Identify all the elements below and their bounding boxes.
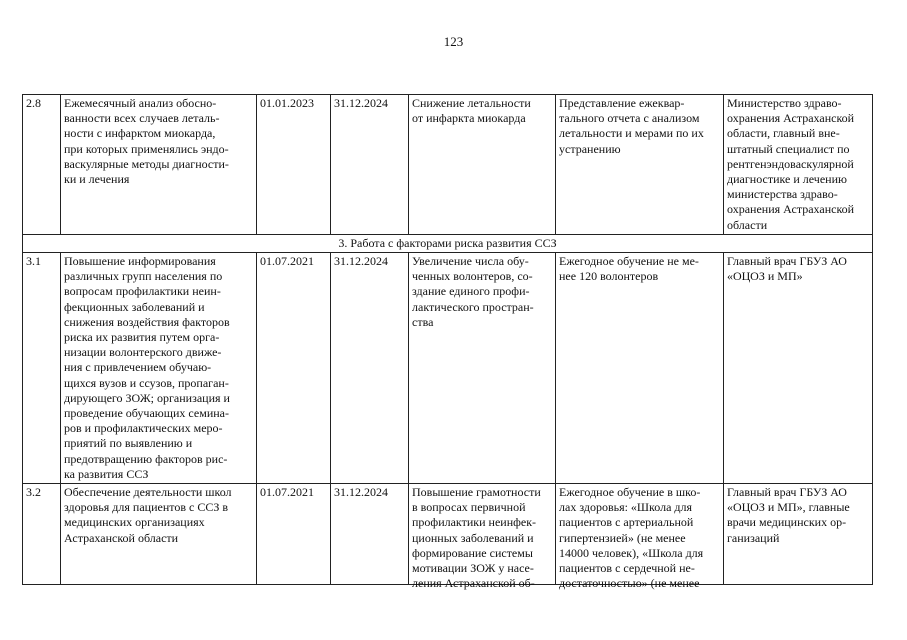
row-number-cell: 3.2 <box>23 484 61 585</box>
result-cell: Снижение летальности от инфаркта миокарда <box>409 95 556 235</box>
activity-cell: Обеспечение деятельности школ здоровья для пациентов с ССЗ в медицинских организациях Астраханской области <box>61 484 257 585</box>
responsible-cell: Главный врач ГБУЗ АО «ОЦОЗ и МП», главные врачи медицинских ор- ганизаций <box>724 484 873 585</box>
responsible-cell: Главный врач ГБУЗ АО «ОЦОЗ и МП» <box>724 253 873 484</box>
section-header-row <box>23 234 873 252</box>
indicator-cell: Ежегодное обучение в шко- лах здоровья: «Школа для пациентов с артериальной гипертензией» (не менее 14000 человек), «Школа для пациентов с сердечной не- достаточностью» (не менее <box>556 484 724 585</box>
activity-cell: Повышение информирования различных групп населения по вопросам профилактики неин- фекционных заболеваний и снижения воздействия факторов риска их развития путем орга- низации волонтерского движе- ния с привлечением обучаю- щихся вузов и ссузов, пропаган- дирующего ЗОЖ; организация и проведение обучающих семина- ров и профилактических меро- приятий по выявлению и предотвращению факторов рис- ка развития ССЗ <box>61 253 257 484</box>
indicator-cell: Ежегодное обучение не ме- нее 120 волонтеров <box>556 253 724 484</box>
start-date-cell: 01.07.2021 <box>257 484 331 585</box>
end-date-cell: 31.12.2024 <box>331 253 409 484</box>
section-title: 3. Работа с факторами риска развития ССЗ <box>23 234 873 252</box>
table-row <box>23 484 873 585</box>
table-row <box>23 95 873 235</box>
plan-table <box>22 94 873 591</box>
start-date-cell: 01.01.2023 <box>257 95 331 235</box>
end-date-cell: 31.12.2024 <box>331 95 409 235</box>
row-number-cell: 2.8 <box>23 95 61 235</box>
result-cell: Увеличение числа обу- ченных волонтеров, со- здание единого профи- лактического простран- ства <box>409 253 556 484</box>
activity-cell: Ежемесячный анализ обосно- ванности всех случаев леталь- ности с инфарктом миокарда, при которых применялись эндо- васкулярные методы диагности- ки и лечения <box>61 95 257 235</box>
end-date-cell: 31.12.2024 <box>331 484 409 585</box>
responsible-cell: Министерство здраво- охранения Астраханской области, главный вне- штатный специалист по рентгенэндоваскулярной диагностике и лечению министерства здраво- охранения Астраханской области <box>724 95 873 235</box>
indicator-cell: Представление ежеквар- тального отчета с анализом летальности и мерами по их устранению <box>556 95 724 235</box>
start-date-cell: 01.07.2021 <box>257 253 331 484</box>
result-cell: Повышение грамотности в вопросах первичной профилактики неинфек- ционных заболеваний и формирование системы мотивации ЗОЖ у насе- ления Астраханской об- <box>409 484 556 585</box>
table-row <box>23 253 873 484</box>
page-number: 123 <box>443 34 464 49</box>
row-number-cell: 3.1 <box>23 253 61 484</box>
